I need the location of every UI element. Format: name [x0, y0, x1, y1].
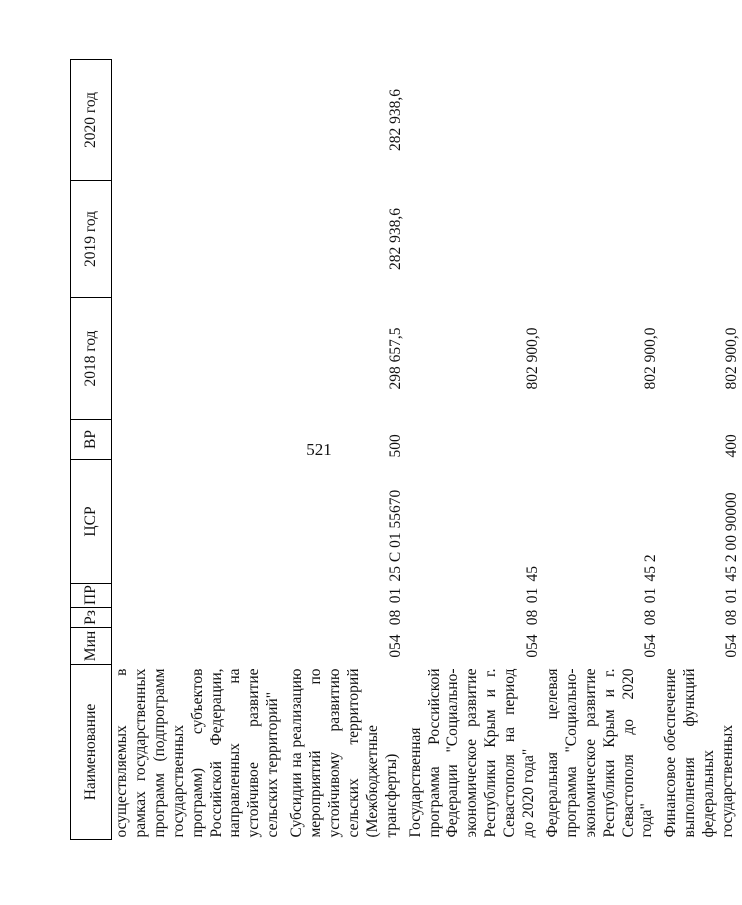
row-vr: 400: [723, 434, 741, 458]
table-row: [661, 60, 742, 840]
row-2018: 298 657,5: [386, 327, 404, 390]
table-header-row: [71, 60, 112, 840]
row-2020: [661, 60, 742, 181]
row-min: 054: [642, 634, 660, 658]
row-2019: [543, 181, 661, 298]
header-min: Мин: [71, 628, 112, 665]
row-vr: [543, 420, 661, 460]
header-2018: 2018 год: [71, 298, 112, 420]
page-number: 521: [306, 440, 332, 459]
row-pr: 01: [524, 587, 542, 604]
table-row: [112, 60, 288, 840]
row-csr: [112, 460, 288, 584]
row-2019: [406, 181, 543, 298]
row-min: [112, 628, 288, 665]
row-min: 054: [386, 634, 404, 658]
row-min: 054: [524, 634, 542, 658]
row-rz: 08: [642, 609, 660, 626]
row-2019: 282 938,6: [386, 208, 404, 270]
row-2020: [406, 60, 543, 181]
row-name: Субсидии на реализацию мероприятий по устойчивому развитию сельских территорий (Межбюджетные трансферты): [288, 668, 400, 838]
row-name: осуществляемых в рамках государственных программ (подпрограмм государственных программ) субъектов Российской Федерации, направленных на устойчивое развитие сельских территорий": [113, 668, 282, 838]
row-2018: 802 900,0: [524, 327, 542, 390]
row-name: Государственная программа Российской Федерации "Социально-экономическое развитие Республики Крым и г. Севастополя на период до 2020 года": [406, 668, 538, 838]
row-csr: 45 2: [642, 554, 660, 582]
row-2020: 282 938,6: [386, 89, 404, 151]
row-2019: [112, 181, 288, 298]
row-min: 054: [723, 634, 741, 658]
header-csr: ЦСР: [71, 460, 112, 584]
row-csr: 45: [524, 566, 542, 582]
budget-table: [70, 59, 742, 840]
row-name: Финансовое обеспечение выполнения функций федеральных государственных: [662, 668, 737, 838]
row-pr: 01: [642, 587, 660, 604]
row-pr: [112, 584, 288, 608]
row-2018: 802 900,0: [642, 327, 660, 390]
row-name: Федеральная целевая программа "Социально-экономическое развитие Республики Крым и г. Севастополя до 2020 года": [543, 668, 656, 838]
header-2019: 2019 год: [71, 181, 112, 298]
row-pr: 01: [723, 587, 741, 604]
row-vr: [406, 420, 543, 460]
row-rz: 08: [386, 609, 404, 626]
header-pr: ПР: [71, 584, 112, 608]
row-csr: 25 С 01 55670: [386, 489, 404, 582]
table-row: [406, 60, 543, 840]
row-rz: 08: [723, 609, 741, 626]
row-rz: 08: [524, 609, 542, 626]
row-pr: 01: [386, 587, 404, 604]
header-name: Наименование: [71, 665, 112, 840]
row-2019: [661, 181, 742, 298]
header-2020: 2020 год: [71, 60, 112, 181]
row-vr: [112, 420, 288, 460]
table-row: [287, 60, 405, 840]
table-row: [543, 60, 661, 840]
row-2020: [112, 60, 288, 181]
row-vr: 500: [386, 434, 404, 458]
row-2020: [543, 60, 661, 181]
row-2018: [112, 298, 288, 420]
header-vr: ВР: [71, 420, 112, 460]
header-rz: Рз: [71, 608, 112, 628]
row-2018: 802 900,0: [723, 327, 741, 390]
rotated-page-content: [70, 60, 741, 840]
row-rz: [112, 608, 288, 628]
row-csr: 45 2 00 90000: [723, 492, 741, 582]
